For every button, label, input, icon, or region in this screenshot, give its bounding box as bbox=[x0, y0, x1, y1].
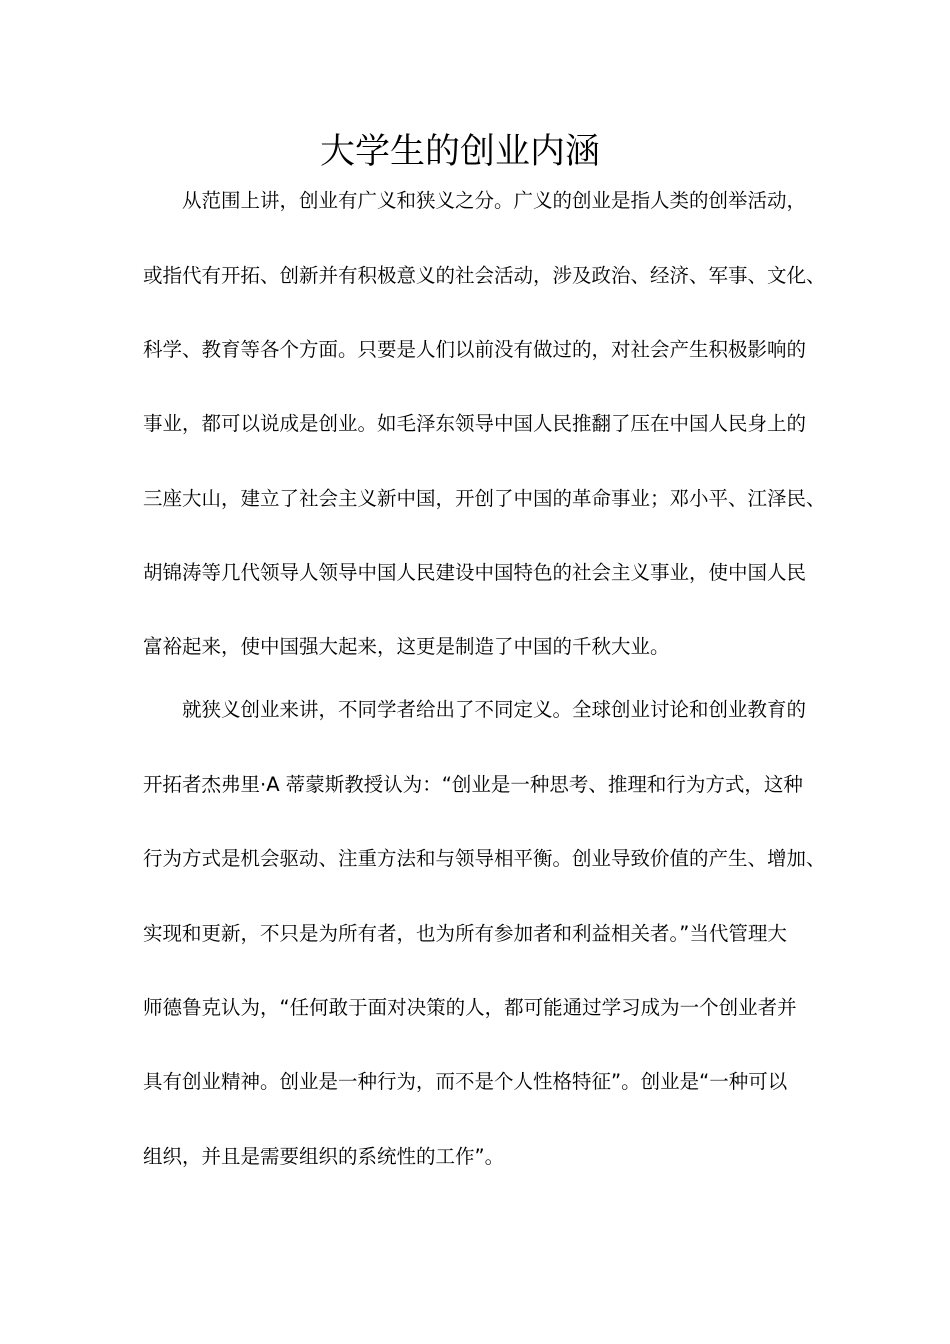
paragraph-line: 开拓者杰弗里·A 蒂蒙斯教授认为：“创业是一种思考、推理和行为方式，这种 bbox=[143, 773, 803, 796]
paragraph-line: 实现和更新，不只是为所有者，也为所有参加者和利益相关者。”当代管理大 bbox=[143, 922, 787, 945]
paragraph-line: 事业，都可以说成是创业。如毛泽东领导中国人民推翻了压在中国人民身上的 bbox=[143, 412, 807, 435]
paragraph-line: 行为方式是机会驱动、注重方法和与领导相平衡。创业导致价值的产生、增加、 bbox=[143, 847, 826, 870]
paragraph-line: 胡锦涛等几代领导人领导中国人民建设中国特色的社会主义事业，使中国人民 bbox=[143, 561, 807, 584]
paragraph-line: 三座大山，建立了社会主义新中国，开创了中国的革命事业；邓小平、江泽民、 bbox=[143, 487, 826, 510]
paragraph-line: 富裕起来，使中国强大起来，这更是制造了中国的千秋大业。 bbox=[143, 635, 670, 658]
paragraph-line: 具有创业精神。创业是一种行为，而不是个人性格特征”。创业是“一种可以 bbox=[143, 1070, 788, 1093]
paragraph-line: 组织，并且是需要组织的系统性的工作”。 bbox=[143, 1145, 505, 1168]
paragraph-line: 师德鲁克认为，“任何敢于面对决策的人，都可能通过学习成为一个创业者并 bbox=[143, 996, 797, 1019]
document-title: 大学生的创业内涵 bbox=[319, 132, 600, 172]
paragraph-line: 或指代有开拓、创新并有积极意义的社会活动，涉及政治、经济、军事、文化、 bbox=[143, 264, 826, 287]
paragraph-line: 从范围上讲，创业有广义和狭义之分。广义的创业是指人类的创举活动， bbox=[182, 189, 807, 212]
paragraph-line: 科学、教育等各个方面。只要是人们以前没有做过的，对社会产生积极影响的 bbox=[143, 338, 807, 361]
paragraph-line: 就狭义创业来讲，不同学者给出了不同定义。全球创业讨论和创业教育的 bbox=[182, 698, 807, 721]
